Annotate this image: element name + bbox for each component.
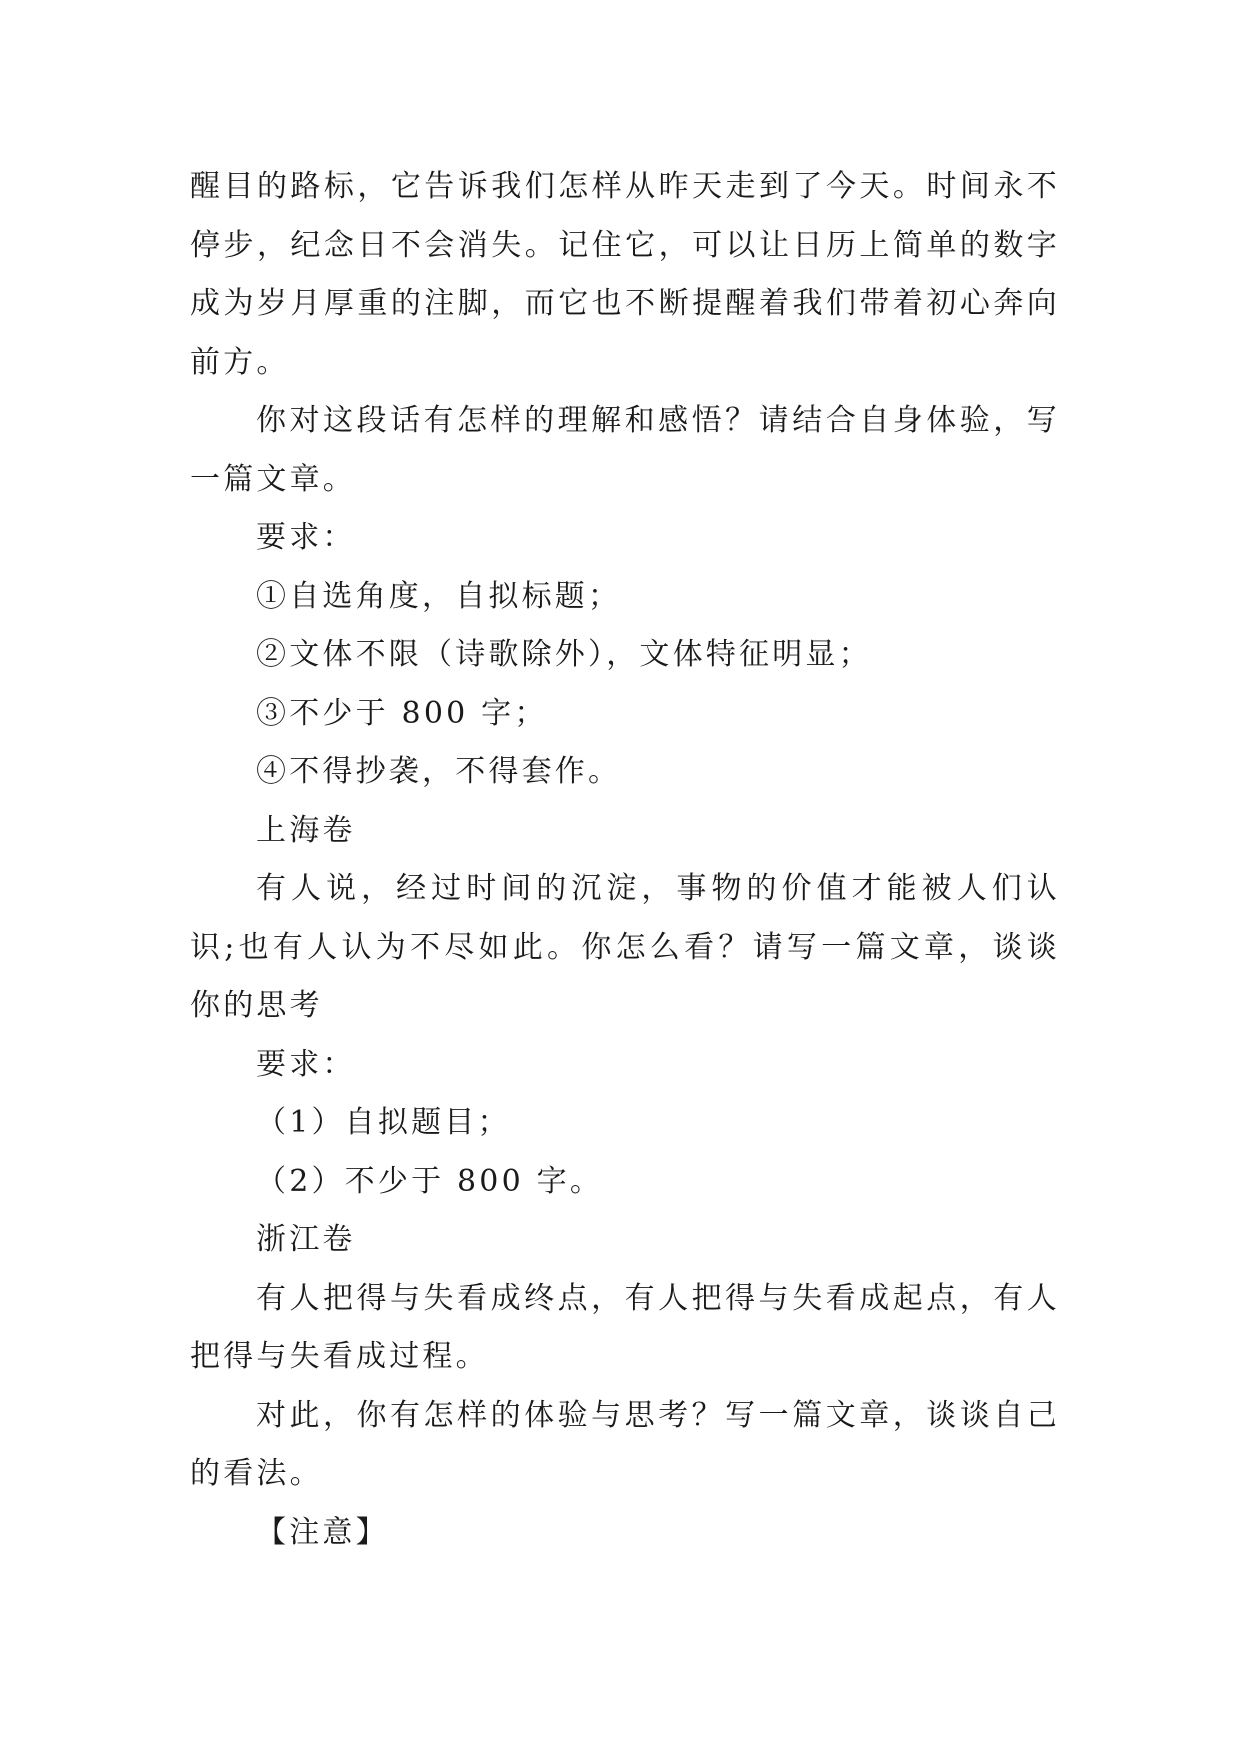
requirements-heading: 要求： <box>256 520 356 555</box>
requirement-item-1: ①自选角度，自拟标题； <box>256 578 622 614</box>
paragraph-zhejiang-question: 对此，你有怎样的体验与思考？写一篇文章，谈谈自己的看法。 <box>190 1397 1060 1491</box>
note-heading: 【注意】 <box>256 1514 389 1550</box>
document-page <box>190 158 1060 1562</box>
paragraph-continuation: 醒目的路标，它告诉我们怎样从昨天走到了今天。时间永不停步，纪念日不会消失。记住它，可以让日历上简单的数字成为岁月厚重的注脚，而它也不断提醒着我们带着初心奔向前方。 <box>190 169 1060 380</box>
requirement-item-3: ③不少于 800 字； <box>256 695 548 731</box>
paragraph-prompt-question: 你对这段话有怎样的理解和感悟？请结合自身体验，写一篇文章。 <box>190 403 1060 497</box>
requirement-item-4: ④不得抄袭，不得套作。 <box>256 754 622 789</box>
requirement-item-shanghai-1: （1）自拟题目； <box>256 1105 511 1140</box>
paragraph-shanghai-prompt: 有人说，经过时间的沉淀，事物的价值才能被人们认识;也有人认为不尽如此。你怎么看？请写一篇文章，谈谈你的思考 <box>190 871 1060 1023</box>
requirements-heading-shanghai: 要求： <box>256 1046 356 1082</box>
section-heading-zhejiang: 浙江卷 <box>256 1222 356 1257</box>
paragraph-zhejiang-prompt: 有人把得与失看成终点，有人把得与失看成起点，有人把得与失看成过程。 <box>190 1280 1060 1374</box>
requirement-item-2: ②文体不限（诗歌除外），文体特征明显； <box>256 637 872 672</box>
requirement-item-shanghai-2: （2）不少于 800 字。 <box>256 1163 604 1199</box>
section-heading-shanghai: 上海卷 <box>256 812 356 848</box>
